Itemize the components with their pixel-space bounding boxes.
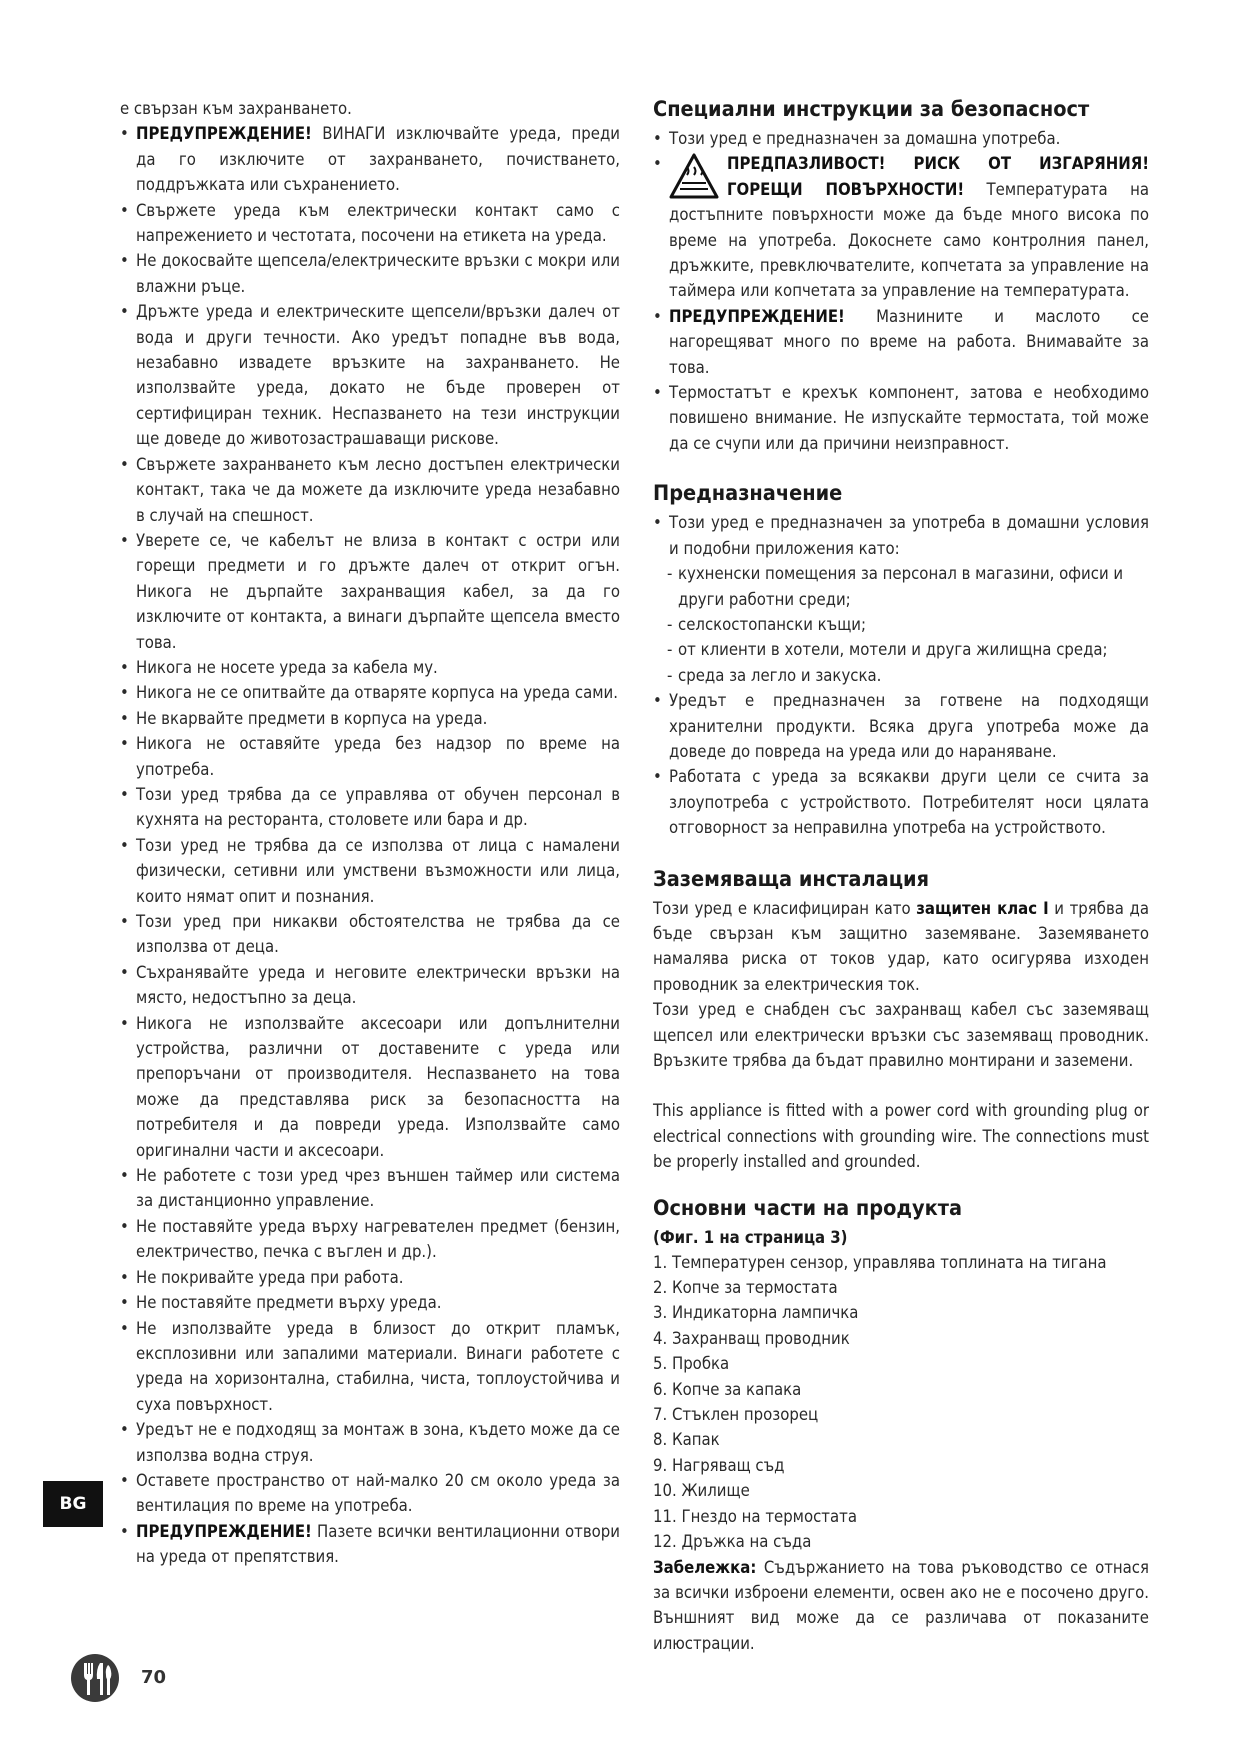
list-item-text: Уредът не е подходящ за монтаж в зона, където може да се използва водна струя. <box>136 1420 620 1465</box>
list-item-text: Този уред при никакви обстоятелства не трябва да се използва от деца. <box>136 912 620 957</box>
list-item-text: Не покривайте уреда при работа. <box>136 1267 404 1287</box>
list-item: • Този уред е предназначен за домашна употреба. <box>653 126 1149 151</box>
list-item-text: Не използвайте уреда в близост до открит пламък, експлозивни или запалими материали. Винаги работете с уреда на хоризонтална, стабилна, чиста, топлоустойчива и суха повърхност. <box>136 1318 620 1414</box>
list-item-text: Дръжте уреда и електрическите щепсели/връзки далеч от вода и други течности. Ако уредът попадне във вода, незабавно извадете връзките на захранването. Не използвайте уреда, докато не бъде проверен от сертифициран техник. Неспазването на тези инструкции ще доведе до животозастрашаващи рискове. <box>136 302 620 449</box>
part-item: 9. Нагряващ съд <box>653 1455 785 1475</box>
dash-item: - среда за легло и закуска. <box>653 663 1149 688</box>
warning-bold: ПРЕДУПРЕЖДЕНИЕ! <box>136 124 312 144</box>
part-item: 6. Копче за капака <box>653 1379 802 1399</box>
list-item <box>120 452 620 528</box>
grounding-paragraph-1 <box>653 896 1149 998</box>
warning-bold: ПРЕДУПРЕЖДЕНИЕ! <box>136 1521 312 1541</box>
list-item-text: Не работете с този уред чрез външен таймер или система за дистанционно управление. <box>136 1166 620 1211</box>
list-item <box>120 655 620 680</box>
list-item-text: Този уред не трябва да се използва от лица с намалени физически, сетивни или умствени възможности или лица, които нямат опит и познания. <box>136 835 620 906</box>
figure-reference: (Фиг. 1 на страница 3) <box>653 1227 848 1247</box>
continued-line: е свързан към захранването. <box>120 99 352 118</box>
grounding-heading: Заземяваща инсталация <box>653 866 930 892</box>
list-item-text: Никога не носете уреда за кабела му. <box>136 657 438 677</box>
list-item: • Термостатът е крехък компонент, затова е необходимо повишено внимание. Не изпускайте термостата, той може да се счупи или да причини неизправност. <box>653 380 1149 456</box>
list-item-text: Съхранявайте уреда и неговите електрически връзки на място, недостъпно за деца. <box>136 962 620 1008</box>
note-text: Съдържанието на това ръководство се отнася за всички изброени елементи, освен ако не е посочено друго. Външният вид може да се различава от показаните илюстрации. <box>653 1557 1149 1653</box>
parts-list <box>653 1250 1149 1555</box>
text-run: и трябва да бъде свързан към защитно заземяване. Заземяването намалява риска от токов удар, като осигурява изходен проводник за електрическия ток. <box>653 898 1149 994</box>
warning-bold: ПРЕДПАЗЛИВОСТ! РИСК ОТ ИЗГАРЯНИЯ! ГОРЕЩИ ПОВЪРХНОСТИ! <box>727 154 1149 199</box>
list-item <box>120 121 620 197</box>
list-item-text: Никога не оставяйте уреда без надзор по време на употреба. <box>136 734 620 779</box>
list-item-text: Оставете пространство от най-малко 20 см около уреда за вентилация по време на употреба. <box>136 1470 620 1516</box>
list-item <box>120 1011 620 1163</box>
part-item: 8. Капак <box>653 1430 720 1450</box>
list-item-text: Не докосвайте щепсела/електрическите връзки с мокри или влажни ръце. <box>136 251 620 296</box>
list-item <box>120 731 620 782</box>
list-item-text: Никога не използвайте аксесоари или допълнителни устройства, различни от доставените с уреда или препоръчани от производителя. Неспазването на това може да представлява риск за безопасността на потребителя и да повреди уреда. Използвайте само оригинални части и аксесоари. <box>136 1013 620 1160</box>
grounding-paragraph-2: Този уред е снабден със захранващ кабел със заземяващ щепсел или електрически връзки със заземяващ проводник. Връзките трябва да бъдат правилно монтирани и заземени. <box>653 1000 1149 1070</box>
main-parts-heading: Основни части на продукта <box>653 1195 962 1221</box>
list-item-text: Мазнините и маслото се нагорещяват много по време на работа. Внимавайте за това. <box>669 306 1149 377</box>
list-item-text: Никога не се опитвайте да отваряте корпуса на уреда сами. <box>136 683 618 703</box>
right-column <box>653 96 1149 1656</box>
list-item <box>120 1290 620 1315</box>
list-item <box>120 1417 620 1468</box>
part-item: 2. Копче за термостата <box>653 1278 838 1298</box>
list-item-text: ВИНАГИ изключвайте уреда, преди да го изключите от захранването, почистването, поддръжката или съхранението. <box>136 124 620 195</box>
list-item <box>120 1214 620 1265</box>
list-item-text: Не вкарвайте предмети в корпуса на уреда. <box>136 708 488 728</box>
warning-text: Температурата на достъпните повърхности може да бъде много висока по време на употреба. Докоснете само контролния панел, дръжките, превключвателите, копчетата за управление на таймера или копчетата за управление на температурата. <box>669 179 1149 301</box>
list-item-text: Уверете се, че кабелът не влиза в контакт с остри или горещи предмети и го дръжте далеч от открит огън. Никога не дърпайте захранващия кабел, за да го изключите от контакта, а винаги дърпайте щепсела вместо това. <box>136 530 620 652</box>
list-item <box>120 198 620 249</box>
hot-surface-warning <box>653 151 1149 303</box>
list-item <box>120 1519 620 1570</box>
list-item-text: Свържете захранването към лесно достъпен електрически контакт, така че да можете да изключите уреда незабавно в случай на спешност. <box>136 454 620 525</box>
list-item <box>653 304 1149 380</box>
list-item <box>120 680 620 705</box>
list-item <box>120 1468 620 1519</box>
list-item <box>120 1265 620 1290</box>
list-item <box>120 1316 620 1418</box>
part-item: 10. Жилище <box>653 1481 750 1501</box>
part-item: 5. Пробка <box>653 1354 730 1374</box>
list-item <box>120 782 620 833</box>
safety-list <box>120 121 620 1569</box>
list-item <box>120 909 620 960</box>
list-item <box>120 528 620 655</box>
dash-item: - от клиенти в хотели, мотели и друга жилищна среда; <box>653 637 1149 662</box>
warning-bold: ПРЕДУПРЕЖДЕНИЕ! <box>669 306 845 326</box>
list-item: • Работата с уреда за всякакви други цели се счита за злоупотреба с устройството. Потребителят носи цялата отговорност за неправилна употреба на устройството. <box>653 764 1149 840</box>
note <box>653 1555 1149 1657</box>
grounding-paragraph-english: This appliance is fitted with a power cord with grounding plug or electrical connections with grounding wire. The connections must be properly installed and grounded. <box>653 1101 1149 1172</box>
cutlery-logo-icon <box>70 1653 120 1703</box>
dash-item: - кухненски помещения за персонал в магазини, офиси и други работни среди; <box>653 561 1149 612</box>
list-item <box>120 706 620 731</box>
left-column <box>120 96 620 1570</box>
list-item: • Този уред е предназначен за употреба в домашни условия и подобни приложения като: <box>653 510 1149 561</box>
list-item-text: Не поставяйте предмети върху уреда. <box>136 1293 442 1313</box>
list-item-text: Не поставяйте уреда върху нагревателен предмет (бензин, електричество, печка с въглен и др.). <box>136 1216 620 1262</box>
list-item <box>120 1163 620 1214</box>
text-run: Този уред е класифициран като <box>653 898 917 918</box>
list-item <box>120 960 620 1011</box>
list-item <box>120 248 620 299</box>
part-item: 12. Дръжка на съда <box>653 1532 812 1552</box>
part-item: 1. Температурен сензор, управлява топлината на тигана <box>653 1252 1107 1272</box>
list-item: • Уредът е предназначен за готвене на подходящи хранителни продукти. Всяка друга употреба може да доведе до повреда на уреда или до нараняване. <box>653 688 1149 764</box>
page-number: 70 <box>141 1667 167 1688</box>
part-item: 4. Захранващ проводник <box>653 1328 850 1348</box>
purpose-heading: Предназначение <box>653 481 843 507</box>
list-item-text: Пазете всички вентилационни отвори на уреда от препятствия. <box>136 1521 620 1567</box>
list-item-text: Свържете уреда към електрически контакт само с напрежението и честотата, посочени на етикета на уреда. <box>136 200 620 246</box>
protection-class: защитен клас I <box>916 898 1049 918</box>
list-item-text: Този уред трябва да се управлява от обучен персонал в кухнята на ресторанта, столовете или бара и др. <box>136 784 620 830</box>
language-tab: BG <box>43 1481 103 1527</box>
dash-item: - селскостопански къщи; <box>653 612 1149 637</box>
part-item: 7. Стъклен прозорец <box>653 1405 819 1425</box>
list-item <box>120 833 620 909</box>
list-item <box>120 299 620 451</box>
hot-surface-warning-icon <box>669 153 719 199</box>
part-item: 3. Индикаторна лампичка <box>653 1303 859 1323</box>
note-label: Забележка: <box>653 1557 757 1577</box>
special-instructions-heading: Специални инструкции за безопасност <box>653 97 1090 122</box>
part-item: 11. Гнездо на термостата <box>653 1506 857 1526</box>
